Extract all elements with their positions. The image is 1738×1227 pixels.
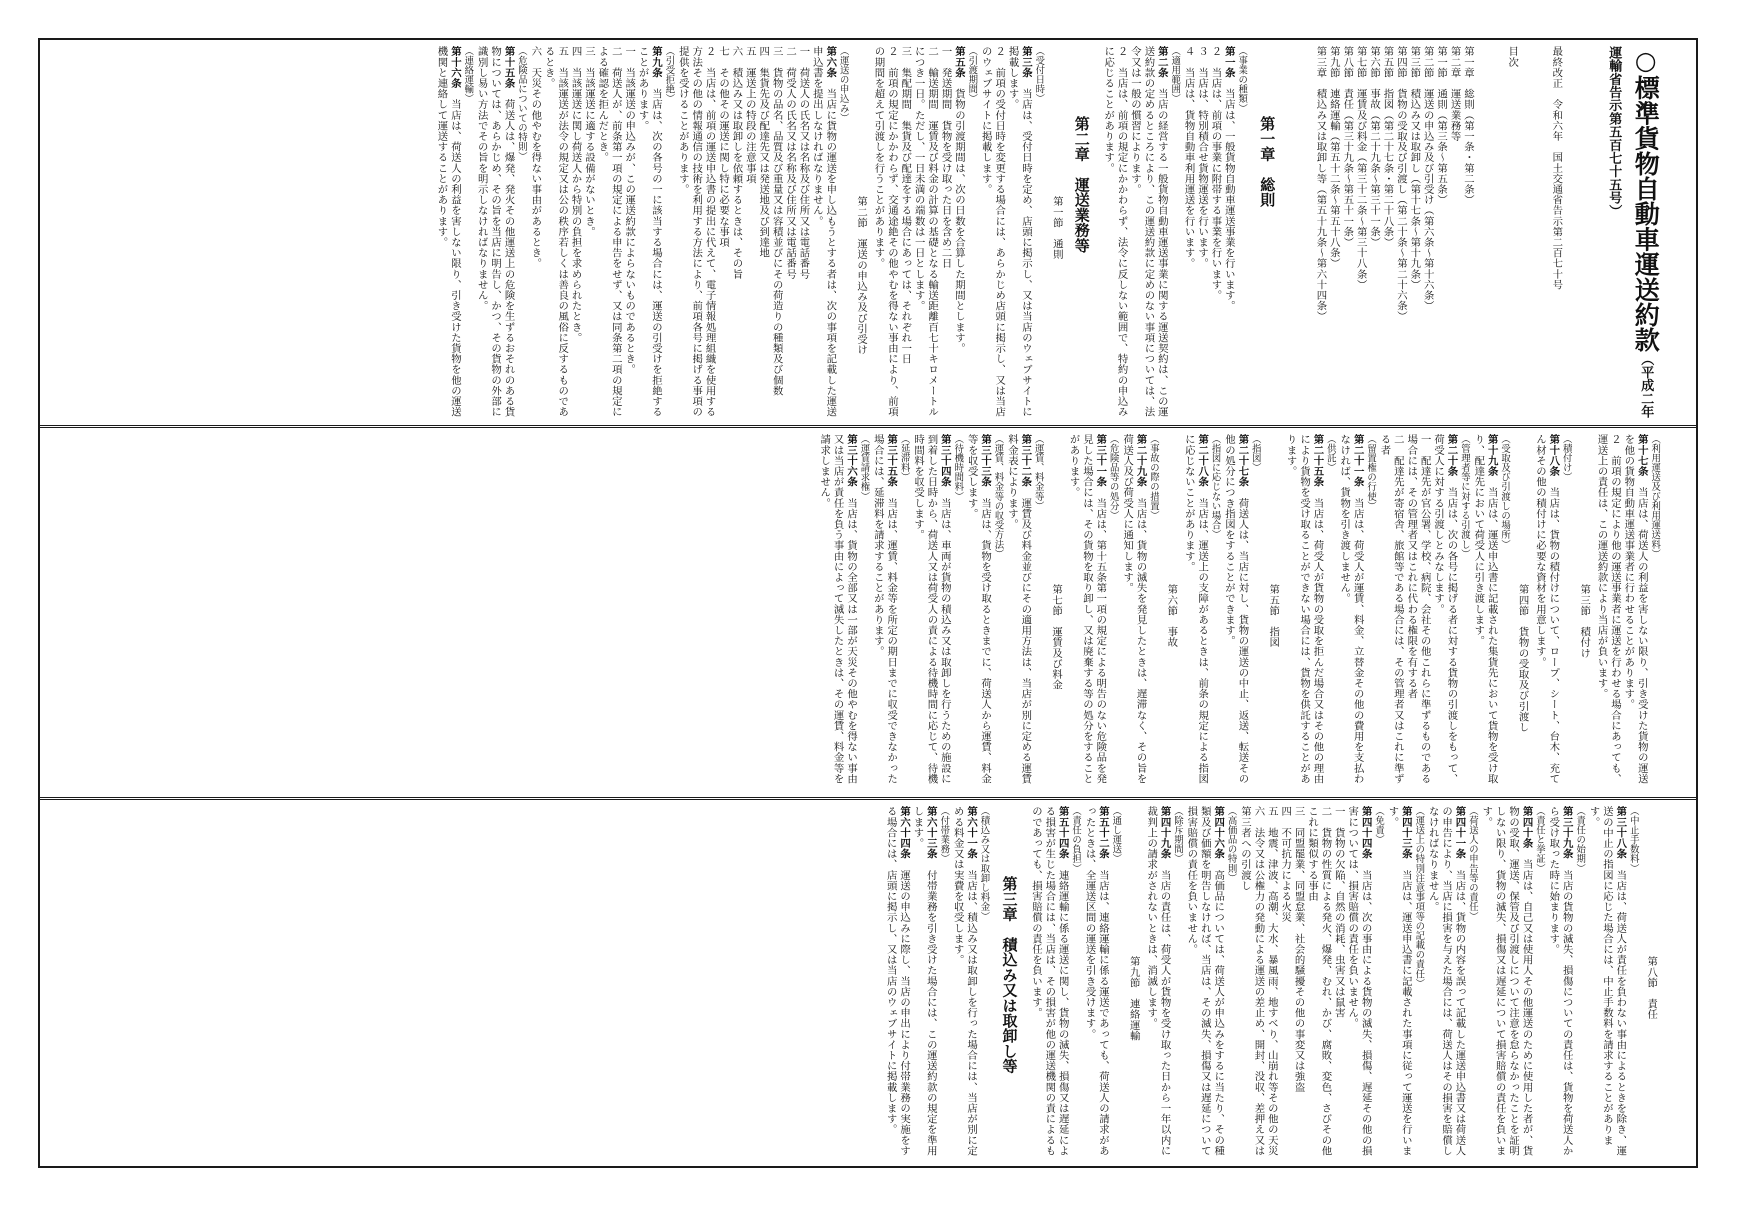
article-caption: （留置権の行使）	[1365, 434, 1377, 511]
article-number: 第十五条	[502, 46, 515, 89]
article-number: 第五条	[952, 46, 965, 78]
section-heading: 第二節 運送の申込み及び引受け	[855, 196, 868, 355]
article-caption: （引渡期間）	[966, 46, 978, 104]
band-lower-articles	[883, 806, 1657, 1160]
article-paragraph: 四 当該運送に関し荷送人から特別の負担を求められたとき。	[569, 46, 582, 343]
toc-entry: 第七節 運賃及び料金（第三十二条～第三十八条）	[1354, 46, 1367, 290]
article-number: 第六十三条	[924, 806, 937, 859]
article-number: 第三十三条	[979, 434, 992, 487]
toc-entry: 第八節 責任（第三十九条～第五十一条）	[1341, 46, 1354, 248]
text-band-middle	[40, 425, 1696, 797]
toc-entry: 第四節 貨物の受取及び引渡し（第二十条～第二十六条）	[1394, 46, 1407, 322]
article-number: 第三十八条	[1614, 806, 1627, 859]
article-paragraph: 当店の経営する一般貨物自動車運送事業に関する運送契約は、この運送約款の定めるところにより、この運送約款に定めのない事項については、法令又は一般の慣習によります。	[1129, 46, 1168, 418]
article	[474, 46, 514, 419]
article-number: 第十八条	[1547, 434, 1560, 477]
article-paragraph: 二 輸送期間 運賃及び料金の計算の基礎となる輸送距離百七十キロメートルにつき一日。ただし、一日未満の端数は一日とします。	[912, 46, 939, 417]
article-caption: （責任の始期）	[1574, 806, 1586, 874]
article-paragraph: 五 当該運送が法令の規定又は公の秩序若しくは善良の風俗に反するものであるとき。	[542, 46, 569, 417]
revision-note: 最終改正 令和六年 国土交通省告示第二百七十号	[1550, 46, 1563, 290]
article-paragraph: 当店の貨物の滅失、損傷についての責任は、貨物を荷送人から受け取った時に始まります。	[1547, 806, 1573, 1156]
article-paragraph: 二 貨物の性質による発火、爆発、むれ、かび、腐敗、変色、さびその他これに類似する事由	[1306, 806, 1332, 1156]
toc-entry: 第三章 積込み又は取卸し等（第五十九条～第六十四条）	[1314, 46, 1327, 322]
article-number: 第四十三条	[1399, 806, 1412, 859]
article-paragraph: 四 集貨先及び配達先又は発送地及び到達地	[757, 46, 770, 258]
article-paragraph: 連絡運輸に係る運送に関し、貨物の滅失、損傷又は遅延による損害が生じた場合には、当店は、その損害が他の運送機関の責によるものであっても、損害賠償の責任を負います。	[1029, 806, 1069, 1156]
article-paragraph: 当店は、運送申込書に記載された事項に従って運送を行います。	[1386, 806, 1412, 1156]
article-paragraph: 当店は、荷受人が貨物の受取を拒んだ場合又はその他の理由により貨物を受け取ることができない場合には、貨物を供託することがあります。	[1284, 434, 1324, 784]
section-heading: 第一節 通則	[1050, 196, 1063, 260]
article-caption: （責任の負担）	[1070, 806, 1082, 874]
article-paragraph: 五 地震、津波、高潮、大水、暴風雨、地すべり、山崩れ等その他の天災	[1265, 806, 1278, 1156]
text-band-upper	[40, 40, 1696, 425]
article-caption: （事故の際の措置）	[1147, 434, 1159, 521]
article-paragraph: ２ 前項の規定にかかわらず、交通途絶その他やむを得ない事由により、前項の期間を超えて引渡しを行うことがあります。	[872, 46, 898, 417]
text-column-lower	[48, 806, 1688, 1160]
article	[950, 806, 977, 1160]
article-paragraph: ３ 当店は、特別積合せ貨物運送を行います。	[1196, 46, 1209, 269]
article	[1066, 434, 1106, 791]
article-paragraph: 当店は、貨物の全部又は一部が天災その他やむを得ない事由又は当店が責任を負う事由によって滅失したときは、その運賃、料金等を請求しません。	[818, 434, 858, 784]
article-number: 第十七条	[1635, 434, 1648, 477]
article	[1533, 434, 1560, 791]
chapter-heading: 第二章 運送業務等	[1072, 116, 1091, 253]
article-paragraph: ２ 当店は、前項の規定にかかわらず、法令に反しない範囲で、特約の申込みに応じることがあります。	[1102, 46, 1128, 417]
article-caption: （運賃、料金等の収受方法）	[992, 434, 1004, 559]
article-number: 第三十四条	[938, 434, 951, 487]
article-paragraph: 当店は、積込み又は取卸しを行った場合には、当店が別に定める料金又は実費を収受します。	[951, 806, 978, 1156]
article-paragraph: 当店は、荷送人の利益を害しない限り、引き受けた貨物の運送を他の貨物自動車運送事業者に行わせることがあります。	[1622, 434, 1648, 784]
article	[1221, 46, 1234, 419]
article-caption: （除斥期間）	[1171, 806, 1183, 864]
toc-entry: 第六節 事故（第二十九条～第三十一条）	[1368, 46, 1381, 248]
article-paragraph: 二 配達先が寄宿舎、旅館等である場合には、その管理者又はこれに準ずる者	[1378, 434, 1404, 784]
section-heading: 第六節 事故	[1165, 584, 1178, 648]
section-heading: 第七節 運賃及び料金	[1050, 584, 1063, 690]
section-heading: 第八節 責任	[1645, 956, 1658, 1020]
article-paragraph: ４ 当店は、貨物自動車利用運送を行います。	[1182, 46, 1195, 269]
band-upper-articles	[434, 46, 1278, 419]
title-notice: （平成二年運輸省告示第五百七十五号）	[1606, 46, 1654, 419]
article-number: 第三十一条	[1094, 434, 1107, 487]
article	[1029, 806, 1069, 1160]
toc-entry: 第一節 通則（第三条～第五条）	[1435, 46, 1448, 205]
article	[883, 806, 910, 1160]
article	[1431, 434, 1458, 791]
article-caption: （延滞料）	[898, 434, 910, 482]
article-number: 第二十八条	[1196, 434, 1209, 487]
article-paragraph: ２ 前項の受付日時を変更する場合には、あらかじめ店頭に掲示し、又は当店のウェブサイトに掲載します。	[979, 46, 1006, 417]
article-number: 第五十四条	[1056, 806, 1069, 859]
toc-entry: 第三節 積込み又は取卸し（第十七条～第十九条）	[1408, 46, 1421, 290]
article-paragraph: 当店は、一般貨物自動車運送事業を行います。	[1222, 88, 1235, 312]
article	[1479, 806, 1533, 1160]
article	[1005, 46, 1032, 419]
article-paragraph: 付帯業務を引き受けた場合には、この運送約款の規定を準用します。	[911, 806, 937, 1156]
article	[1337, 434, 1364, 791]
article	[1144, 806, 1171, 1160]
article-paragraph: 当店は、自己又は使用人その他運送のために使用した者が、貨物の受取、運送、保管及び引渡しについて注意を怠らなかったことを証明しない限り、貨物の滅失、損傷又は遅延について損害賠償の責任を負います。	[1480, 806, 1533, 1156]
chapter-heading: 第一章 総則	[1258, 116, 1277, 208]
article-paragraph: 三 同盟罷業、同盟怠業、社会的騒擾その他の事変又は強盗	[1292, 806, 1305, 1093]
article-paragraph: 当店は、運送上の支障があるときは、前条の規定による指図に応じないことがあります。	[1182, 434, 1209, 784]
article-paragraph: ２ 当店は、前項の事業に附帯する事業を行います。	[1209, 46, 1222, 301]
article-paragraph: 当店は、荷受人が運賃、料金、立替金その他の費用を支払わなければ、貨物を引き渡しません。	[1338, 434, 1364, 784]
article	[1621, 434, 1648, 791]
article-number: 第二十七条	[1236, 434, 1249, 487]
article-paragraph: 二 荷受人の氏名又は名称及び住所又は電話番号	[784, 46, 797, 280]
article-caption: （荷送人の申告等の責任）	[1466, 806, 1478, 922]
article-number: 第六十四条	[898, 806, 911, 859]
article-paragraph: 当店は、荷送人の利益を害しない限り、引き受けた貨物を他の運送機関と連絡して運送することがあります。	[435, 46, 461, 418]
article-paragraph: 六 積込み又は取卸しを依頼するときは、その旨	[730, 46, 743, 280]
article-number: 第二十五条	[1311, 434, 1324, 487]
article-paragraph: 当店は、次の各号に掲げる者に対する貨物の引渡しをもって、荷受人に対する引渡しとみなします。	[1432, 434, 1458, 784]
toc-entry: 第一章 総則（第一条・第二条）	[1461, 46, 1474, 205]
toc-entry: 第九節 連絡運輸（第五十二条～第五十八条）	[1327, 46, 1340, 269]
article-caption: （免責）	[1373, 806, 1385, 845]
article	[1385, 806, 1412, 1160]
article	[817, 434, 857, 791]
article-caption: （高価品の特則）	[1225, 806, 1237, 883]
article-caption: （管理者等に対する引渡し）	[1458, 434, 1470, 559]
article-paragraph: 一 配達先が官公署、学校、病院、会社その他これらに準ずるものである場合には、その管理者又はこれに代わる権限を有する者	[1405, 434, 1431, 784]
article-caption: （運賃、料金等）	[1032, 434, 1044, 511]
article-number: 第四十九条	[1158, 806, 1171, 859]
article-paragraph: 当店は、貨物の内容を誤って記載した運送申込書又は荷送人の申告により、当店に損害を与えた場合には、荷送人はその損害を賠償しなければなりません。	[1426, 806, 1466, 1156]
article-number: 第十九条	[1485, 434, 1498, 477]
article-paragraph: 一 発送期間 貨物を受け取った日を含め二日	[939, 46, 952, 269]
article-number: 第十六条	[448, 46, 461, 89]
article	[1546, 806, 1573, 1160]
article-number: 第六十一条	[965, 806, 978, 859]
article-number: 第四十一条	[1453, 806, 1466, 859]
article	[635, 46, 662, 419]
article-number: 第二十条	[1445, 434, 1458, 477]
article-paragraph: 当店は、第十五条第一項の規定による明告のない危険品を発見した場合には、その貨物を取り卸し、又は廃棄する等の処分をすることがあります。	[1067, 434, 1107, 784]
article-number: 第三十二条	[1019, 434, 1032, 487]
article-paragraph: 荷送人は、当店に対し、貨物の運送の中止、返送、転送その他の処分につき指図をすることができます。	[1223, 434, 1249, 784]
article	[1184, 806, 1224, 1160]
article-number: 第六条	[824, 46, 837, 78]
document-title	[1597, 46, 1661, 419]
article-paragraph: 当店は、荷送人が責任を負わない事由によるときを除き、運送の中止の指図に応じた場合には、中止手数料を請求することがあります。	[1587, 806, 1627, 1156]
article-paragraph: 四 不可抗力による火災	[1279, 806, 1292, 923]
article-paragraph: 当店は、連絡運輸に係る運送であっても、荷送人の請求があったときは、全運送区間の運送を引き受けます。	[1083, 806, 1109, 1156]
article	[964, 434, 991, 791]
article-paragraph: 六 天災その他やむを得ない事由があるとき。	[529, 46, 542, 269]
article	[1222, 434, 1249, 791]
article	[1181, 434, 1208, 791]
band-middle-articles	[817, 434, 1661, 791]
chapter-heading: 第三章 積込み又は取卸し等	[1000, 876, 1019, 1074]
article-caption: （積付け）	[1560, 434, 1572, 482]
article-number: 第三条	[1019, 46, 1032, 78]
article	[1128, 46, 1168, 419]
article-paragraph: 当店は、次の各号の一に該当する場合には、運送の引受けを拒絶することがあります。	[636, 46, 662, 418]
article-paragraph: 一 荷送人の氏名又は名称及び住所又は電話番号	[797, 46, 810, 280]
article-number: 第三十五条	[885, 434, 898, 487]
article-number: 第五十二条	[1096, 806, 1109, 859]
article-paragraph: 二 荷送人が、前条第一項の規定による申告をせず、又は同条第二項の規定による確認を拒んだとき。	[596, 46, 622, 417]
toc-entry: 第二章 運送業務等	[1448, 46, 1461, 142]
article-paragraph: 三 集配期間 集貨及び配達をする場合にあっては、それぞれ一日	[899, 46, 912, 364]
text-column-middle	[48, 434, 1688, 791]
article-caption: （待機時間料）	[952, 434, 964, 502]
article-caption: （中止手数料）	[1627, 806, 1639, 874]
article	[1425, 806, 1465, 1160]
article-paragraph: 当店は、次の事由による貨物の滅失、損傷、遅延その他の損害については、損害賠償の責任を負いません。	[1346, 806, 1372, 1156]
article-caption: （受取及び引渡しの場所）	[1499, 434, 1511, 550]
article-caption: （運送上の特別注意事項等の記載の責任）	[1413, 806, 1425, 989]
article	[1283, 434, 1323, 791]
article-paragraph: 当店は、貨物を受け取るときまでに、荷送人から運賃、料金等を収受します。	[965, 434, 992, 784]
article-number: 第四十条	[1520, 806, 1533, 849]
article-paragraph: 当店は、貨物の滅失を発見したときは、遅滞なく、その旨を荷送人及び荷受人に通知します。	[1121, 434, 1147, 784]
article-caption: （適用範囲）	[1169, 46, 1181, 104]
article-caption: （事業の種類）	[1236, 46, 1248, 114]
article-paragraph: 荷送人は、爆発、発火その他運送上の危険を生ずるおそれのある貨物については、あらかじめ、その旨を当店に明告し、かつ、その貨物の外部に識別し易い方法でその旨を明示しなければなりません。	[475, 46, 515, 418]
article-paragraph: ２ 前項の規定により他の運送事業者に運送を行わせる場合にあっても、運送上の責任は、この運送約款により当店が負います。	[1595, 434, 1621, 784]
section-heading: 第四節 貨物の受取及び引渡し	[1516, 584, 1529, 733]
article-caption: （危険品についての特則）	[515, 46, 527, 162]
article-paragraph: 三 貨物の品名、品質及び重量又は容積並びにその荷造りの種類及び個数	[770, 46, 783, 396]
article-caption: （責任と挙証）	[1533, 806, 1545, 874]
toc-heading: 目次	[1506, 46, 1519, 68]
article	[952, 46, 965, 419]
article	[870, 434, 897, 791]
text-column-upper	[48, 46, 1688, 419]
article-number: 第一条	[1222, 46, 1235, 78]
text-band-lower	[40, 797, 1696, 1166]
article-paragraph: 運賃及び料金並びにその適用方法は、当店が別に定める運賃料金表によります。	[1005, 434, 1032, 784]
article-caption: （引受拒絶）	[663, 46, 675, 104]
article-caption: （通し運送）	[1110, 806, 1122, 864]
article-paragraph: 運送の申込みに際し、当店の申出により付帯業務の実施をする場合には、店頭に掲示し、又は当店のウェブサイトに掲載します。	[884, 806, 911, 1156]
article	[1005, 434, 1032, 791]
section-heading: 第九節 連絡運輸	[1127, 956, 1140, 1041]
article-number: 第二条	[1155, 46, 1168, 78]
article	[809, 46, 836, 419]
section-heading: 第三節 積付け	[1578, 584, 1591, 659]
article-paragraph: 貨物の引渡期間は、次の日数を合算した期間とします。	[952, 88, 965, 354]
article-paragraph: 当店は、運送申込書に記載された集貨先において貨物を受け取り、配達先において荷受人に引き渡します。	[1472, 434, 1498, 784]
article	[1586, 806, 1626, 1160]
article-paragraph: 一 貨物の欠陥、自然の消耗、虫害又は鼠害	[1332, 806, 1345, 1018]
article-number: 第四十六条	[1212, 806, 1225, 859]
article-caption: （供託）	[1324, 434, 1336, 473]
article-number: 第二十一条	[1351, 434, 1364, 487]
title-text: ○標準貨物自動車運送約款	[1631, 46, 1661, 353]
article-caption: （指図に応じない場合）	[1209, 434, 1221, 540]
document-frame	[38, 38, 1698, 1168]
article-caption: （危険品等の処分）	[1107, 434, 1119, 521]
article-number: 第三十六条	[845, 434, 858, 487]
article-number: 第九条	[650, 46, 662, 78]
article-caption: （受付日時）	[1033, 46, 1045, 104]
article-paragraph: 当店は、運賃、料金等を所定の期日までに収受できなかった場合には、延滞料を請求することがあります。	[871, 434, 898, 784]
article-paragraph: 高価品については、荷送人が申込みをするに当たり、その種類及び価額を明告しなければ、当店は、その滅失、損傷又は遅延について損害賠償の責任を負いません。	[1185, 806, 1225, 1156]
article-paragraph: 六 法令又は公権力の発動による運送の差止め、開封、没収、差押え又は第三者への引渡し	[1239, 806, 1265, 1156]
article-number: 第二十九条	[1134, 434, 1147, 487]
toc-entry: 第二節 運送の申込み及び引受け（第六条～第十六条）	[1421, 46, 1434, 311]
article-paragraph: 当店は、車両が貨物の積込み又は取卸しを行うための施設に到着した日時から、荷送人又は荷受人の責による待機時間に応じて、待機時間料を収受します。	[912, 434, 951, 784]
article-caption: （利用運送及び利用運送料）	[1649, 434, 1661, 559]
article-caption: （連絡運輸）	[462, 46, 474, 104]
article-caption: （付帯業務）	[938, 806, 950, 864]
article	[1471, 434, 1498, 791]
article-paragraph: 当店は、貨物の積付けについて、ロープ、シート、台木、充てん材その他の積付けに必要な資材を用意します。	[1533, 434, 1560, 784]
article-paragraph: ２ 当店は、前項の運送申込書の提出に代えて、電子情報処理組織を使用する方法その他の情報通信の技術を利用する方法により、前項各号に掲げる事項の提供を受けることがあります。	[676, 46, 716, 417]
article	[434, 46, 461, 419]
article-paragraph: 三 当該運送に適する設備がないとき。	[582, 46, 595, 237]
article-paragraph: 一 当該運送の申込みが、この運送約款によらないものであるとき。	[623, 46, 636, 375]
article-paragraph: 当店は、受付日時を定め、店頭に掲示し、又は当店のウェブサイトに掲載します。	[1006, 46, 1032, 418]
article-paragraph: 五 運送上の特段の注意事項	[743, 46, 756, 184]
article-paragraph: 七 その他その運送に関し特に必要な事項	[717, 46, 730, 248]
article-paragraph: 当店の責任は、荷受人が貨物を受け取った日から一年以内に裁判上の請求がされないときは、消滅します。	[1145, 806, 1171, 1156]
article-caption: （積込み又は取卸し料金）	[978, 806, 990, 922]
article-number: 第四十四条	[1359, 806, 1372, 859]
article	[1082, 806, 1109, 1160]
article	[910, 806, 937, 1160]
article-caption: （運送の申込み）	[837, 46, 849, 123]
table-of-contents	[1313, 46, 1474, 419]
article	[911, 434, 951, 791]
section-heading: 第五節 指図	[1267, 584, 1280, 648]
article-caption: （運賃請求権）	[858, 434, 870, 502]
article	[1345, 806, 1372, 1160]
article-caption: （指図）	[1249, 434, 1261, 473]
article-number: 第三十九条	[1560, 806, 1573, 859]
article-paragraph: 当店に貨物の運送を申し込もうとする者は、次の事項を記載した運送申込書を提出しなければなりません。	[810, 46, 837, 418]
article	[1120, 434, 1147, 791]
toc-entry: 第五節 指図（第二十七条・第二十八条）	[1381, 46, 1394, 248]
